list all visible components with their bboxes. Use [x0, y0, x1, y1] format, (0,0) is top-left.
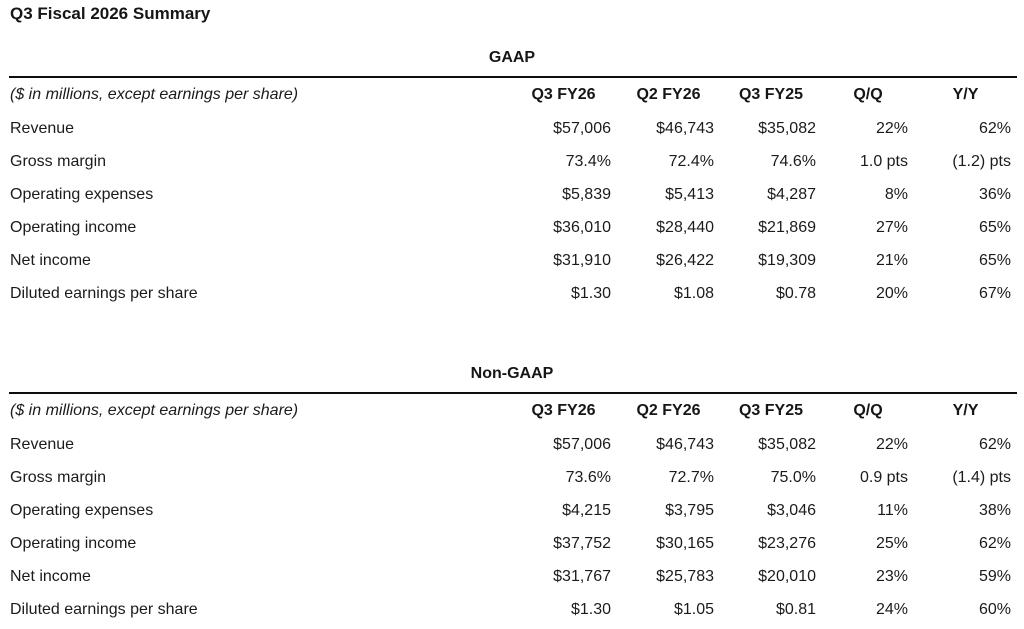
- table-row: [9, 428, 1017, 461]
- cell-q2-fy26: $25,783: [656, 567, 714, 585]
- column-header-yy: Y/Y: [952, 402, 979, 419]
- cell-q2-fy26: $30,165: [656, 534, 714, 552]
- cell-qq: 23%: [875, 567, 908, 585]
- cell-q3-fy26: 73.6%: [565, 468, 611, 486]
- cell-q3-fy26: $36,010: [553, 218, 611, 236]
- table-row: [9, 244, 1017, 277]
- gaap-section: [0, 48, 1024, 310]
- cell-q3-fy26: $57,006: [553, 435, 611, 453]
- gaap-section-title: GAAP: [488, 49, 536, 66]
- cell-qq: 1.0 pts: [859, 152, 908, 170]
- table-row: [9, 494, 1017, 527]
- row-label: Operating expenses: [10, 501, 154, 519]
- cell-q2-fy26: $1.08: [673, 284, 714, 302]
- cell-yy: (1.4) pts: [952, 468, 1011, 486]
- cell-q2-fy26: $3,795: [665, 501, 714, 519]
- column-header-q3-fy26: Q3 FY26: [531, 402, 596, 419]
- row-label: Net income: [10, 567, 91, 585]
- table-row: [9, 112, 1017, 145]
- table-row: [9, 211, 1017, 244]
- cell-q2-fy26: $1.05: [673, 600, 714, 618]
- table-header-row: [9, 393, 1017, 428]
- cell-qq: 22%: [875, 435, 908, 453]
- cell-q2-fy26: $46,743: [656, 435, 714, 453]
- row-label: Operating expenses: [10, 185, 154, 203]
- cell-qq: 8%: [884, 185, 908, 203]
- cell-q3-fy25: $19,309: [758, 251, 816, 269]
- cell-yy: 65%: [978, 251, 1011, 269]
- cell-q3-fy26: $31,910: [553, 251, 611, 269]
- cell-qq: 27%: [875, 218, 908, 236]
- cell-q3-fy25: 75.0%: [770, 468, 816, 486]
- table-row: [9, 593, 1017, 626]
- cell-qq: 24%: [875, 600, 908, 618]
- column-header-qq: Q/Q: [853, 86, 883, 103]
- cell-yy: 65%: [978, 218, 1011, 236]
- table-row: [9, 277, 1017, 310]
- cell-qq: 22%: [875, 119, 908, 137]
- cell-q2-fy26: 72.4%: [668, 152, 714, 170]
- column-header-yy: Y/Y: [952, 86, 979, 103]
- table-row: [9, 178, 1017, 211]
- cell-q3-fy25: $4,287: [767, 185, 816, 203]
- cell-q2-fy26: $5,413: [665, 185, 714, 203]
- cell-qq: 25%: [875, 534, 908, 552]
- non-gaap-table: [9, 392, 1017, 626]
- cell-q3-fy25: $0.78: [775, 284, 816, 302]
- cell-yy: 62%: [978, 534, 1011, 552]
- cell-yy: 62%: [978, 119, 1011, 137]
- cell-yy: 60%: [978, 600, 1011, 618]
- table-row: [9, 527, 1017, 560]
- cell-yy: 59%: [978, 567, 1011, 585]
- cell-q2-fy26: $28,440: [656, 218, 714, 236]
- cell-q3-fy26: $1.30: [570, 600, 611, 618]
- units-note: ($ in millions, except earnings per share): [10, 402, 299, 419]
- column-header-q3-fy26: Q3 FY26: [531, 86, 596, 103]
- column-header-q2-fy26: Q2 FY26: [636, 402, 701, 419]
- cell-q3-fy25: $23,276: [758, 534, 816, 552]
- column-header-q3-fy25: Q3 FY25: [738, 86, 804, 103]
- cell-q2-fy26: 72.7%: [668, 468, 714, 486]
- row-label: Operating income: [10, 534, 137, 552]
- cell-q3-fy25: $21,869: [758, 218, 816, 236]
- table-row: [9, 145, 1017, 178]
- cell-yy: 62%: [978, 435, 1011, 453]
- row-label: Net income: [10, 251, 91, 269]
- row-label: Gross margin: [10, 468, 107, 486]
- column-header-qq: Q/Q: [853, 402, 883, 419]
- cell-q3-fy25: $35,082: [758, 119, 816, 137]
- non-gaap-section-title: Non-GAAP: [470, 365, 554, 382]
- column-header-q2-fy26: Q2 FY26: [636, 86, 701, 103]
- cell-yy: 38%: [978, 501, 1011, 519]
- cell-q3-fy26: 73.4%: [565, 152, 611, 170]
- table-header-row: [9, 77, 1017, 112]
- non-gaap-section: [0, 364, 1024, 626]
- cell-q3-fy25: $20,010: [758, 567, 816, 585]
- cell-q3-fy26: $57,006: [553, 119, 611, 137]
- cell-q2-fy26: $46,743: [656, 119, 714, 137]
- cell-q3-fy26: $4,215: [562, 501, 611, 519]
- cell-qq: 11%: [877, 501, 908, 519]
- cell-q3-fy26: $1.30: [570, 284, 611, 302]
- cell-yy: (1.2) pts: [952, 152, 1011, 170]
- table-row: [9, 560, 1017, 593]
- row-label: Operating income: [10, 218, 137, 236]
- row-label: Diluted earnings per share: [10, 600, 198, 618]
- cell-q3-fy25: 74.6%: [770, 152, 816, 170]
- cell-qq: 21%: [875, 251, 908, 269]
- row-label: Revenue: [10, 119, 75, 137]
- cell-q3-fy25: $35,082: [758, 435, 816, 453]
- table-row: [9, 461, 1017, 494]
- cell-q3-fy26: $5,839: [562, 185, 611, 203]
- cell-yy: 67%: [978, 284, 1011, 302]
- cell-q3-fy25: $3,046: [767, 501, 816, 519]
- column-header-q3-fy25: Q3 FY25: [738, 402, 804, 419]
- cell-q3-fy26: $37,752: [553, 534, 611, 552]
- gaap-table: [9, 76, 1017, 310]
- cell-qq: 0.9 pts: [859, 468, 908, 486]
- cell-yy: 36%: [978, 185, 1011, 203]
- cell-q3-fy25: $0.81: [775, 600, 816, 618]
- page-title: Q3 Fiscal 2026 Summary: [10, 4, 211, 23]
- cell-q2-fy26: $26,422: [656, 251, 714, 269]
- row-label: Diluted earnings per share: [10, 284, 198, 302]
- cell-q3-fy26: $31,767: [553, 567, 611, 585]
- row-label: Gross margin: [10, 152, 107, 170]
- row-label: Revenue: [10, 435, 75, 453]
- units-note: ($ in millions, except earnings per share): [10, 86, 299, 103]
- cell-qq: 20%: [875, 284, 908, 302]
